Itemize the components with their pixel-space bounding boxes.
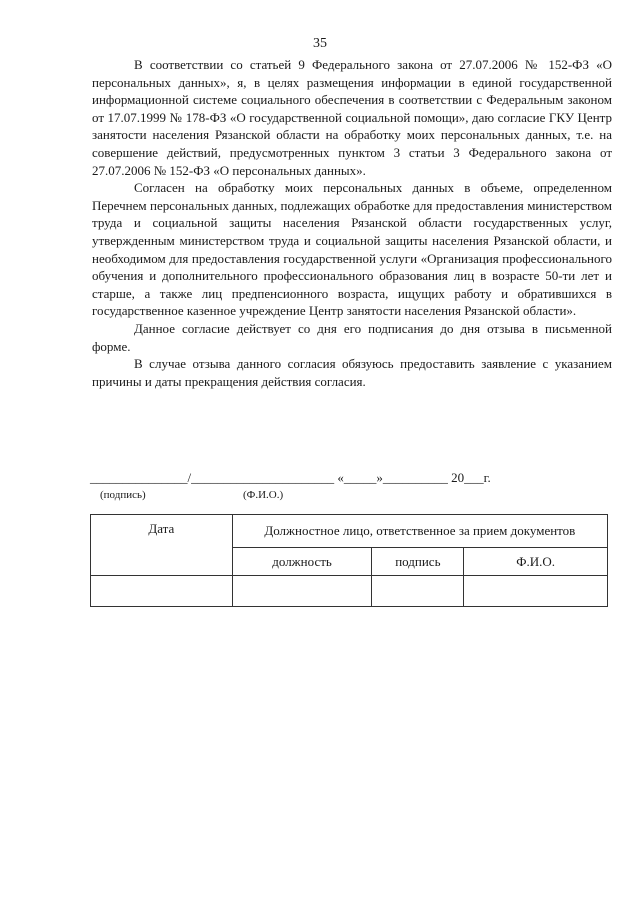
paragraph-legal-basis: В соответствии со статьей 9 Федерального закона от 27.07.2006 № 152-ФЗ «О персональных данных», я, в целях размещения информации в единой государственной информационной системе социального обеспечения в соответствии с Федеральным законом от 17.07.1999 № 178-ФЗ «О государственной социальной помощи», даю согласие ГКУ Центр занятости населения Рязанской области на обработку моих персональных данных, т.е. на совершение действий, предусмотренных пунктом 3 статьи 3 Федерального закона от 27.07.2006 № 152-ФЗ «О персональных данных». — [92, 57, 612, 178]
position-header: должность — [232, 548, 372, 576]
signature-header: подпись — [372, 548, 464, 576]
consent-text — [92, 56, 612, 390]
signature-label: (подпись) — [100, 489, 146, 501]
signature-cell — [372, 576, 464, 607]
page-number: 35 — [313, 36, 327, 51]
official-header: Должностное лицо, ответственное за прием документов — [232, 515, 607, 548]
date-header: Дата — [91, 515, 233, 576]
signature-line — [90, 470, 550, 490]
paragraph-withdrawal: В случае отзыва данного согласия обязуюсь предоставить заявление с указанием причины и даты прекращения действия согласия. — [92, 356, 612, 389]
position-cell — [232, 576, 372, 607]
paragraph-consent-scope: Согласен на обработку моих персональных данных в объеме, определенном Перечнем персональных данных, подлежащих обработке для предоставления министерством труда и социальной защиты населения Рязанской области государственных услуг, утвержденным министерством труда и социальной защиты населения Рязанской области, и необходимом для предоставления государственной услуги «Организация профессионального обучения и дополнительного профессионального образования лиц в возрасте 50-ти лет и старше, а также лиц предпенсионного возраста, ищущих работу и обратившихся в государственное казенное учреждение Центр занятости населения Рязанской области». — [92, 180, 612, 319]
table-row — [91, 576, 608, 607]
fio-header: Ф.И.О. — [464, 548, 608, 576]
name-label: (Ф.И.О.) — [243, 489, 284, 501]
date-cell — [91, 576, 233, 607]
fio-cell — [464, 576, 608, 607]
paragraph-validity: Данное согласие действует со дня его подписания до дня отзыва в письменной форме. — [92, 320, 612, 354]
signature-fill-line: _______________/______________________ «_____»__________ 20___г. — [90, 470, 491, 485]
document-receipt-table — [90, 514, 608, 607]
